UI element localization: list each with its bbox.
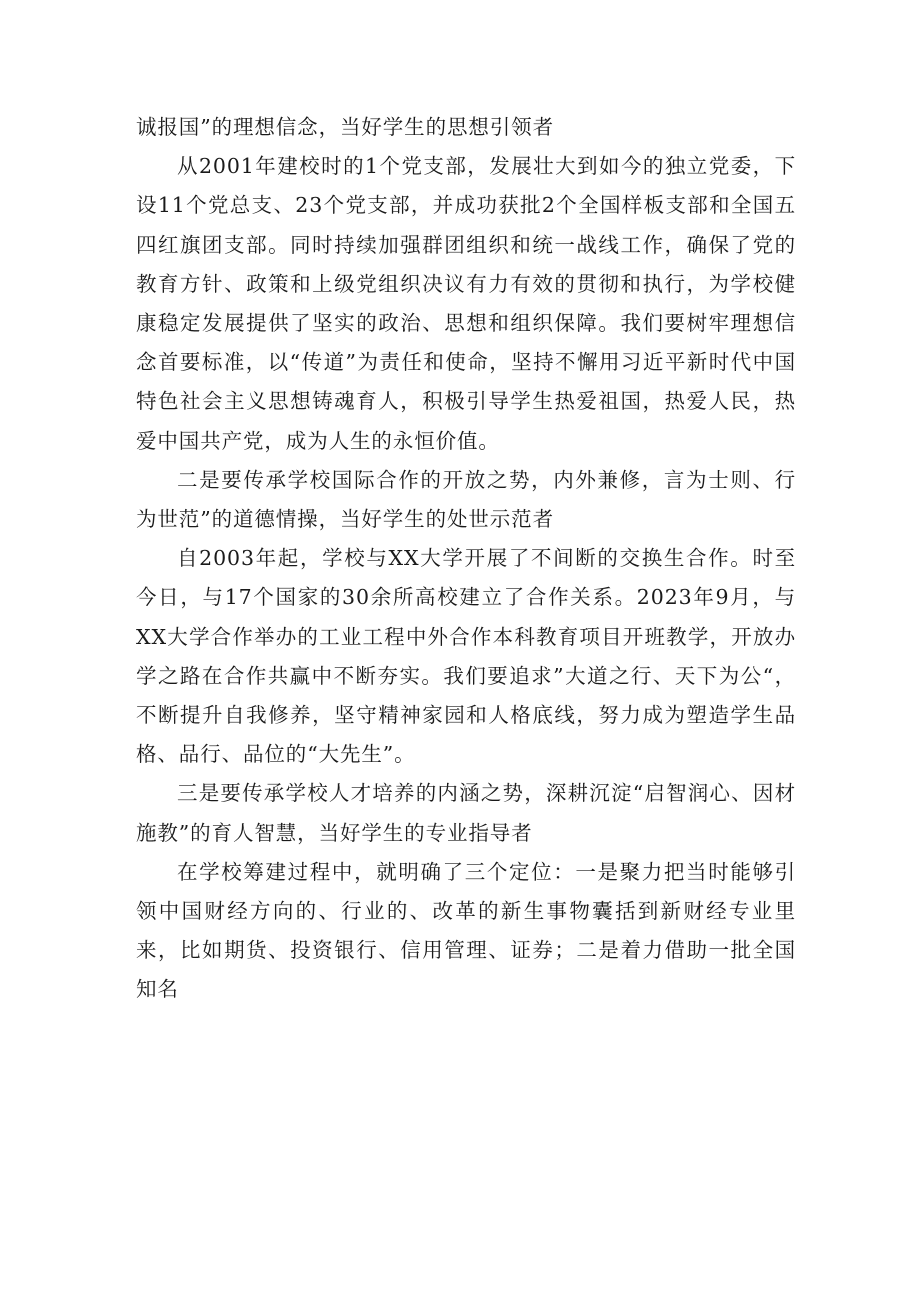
document-body bbox=[136, 108, 796, 1010]
section-heading-international-cooperation: 二是要传承学校国际合作的开放之势，内外兼修，言为士则、行为世范”的道德情操，当好学生的处世示范者 bbox=[136, 467, 796, 532]
paragraph-continuation: 诚报国”的理想信念，当好学生的思想引领者 bbox=[136, 115, 554, 139]
paragraph-school-positioning: 在学校筹建过程中，就明确了三个定位：一是聚力把当时能够引领中国财经方向的、行业的、改革的新生事物囊括到新财经专业里来，比如期货、投资银行、信用管理、证券；二是着力借助一批全国知名 bbox=[136, 859, 796, 1002]
paragraph-exchange-cooperation: 自2003年起，学校与XX大学开展了不间断的交换生合作。时至今日，与17个国家的30余所高校建立了合作关系。2023年9月，与XX大学合作举办的工业工程中外合作本科教育项目开班教学，开放办学之路在合作共赢中不断夯实。我们要追求”大道之行、天下为公“，不断提升自我修养，坚守精神家园和人格底线，努力成为塑造学生品格、品行、品位的“大先生”。 bbox=[136, 546, 796, 767]
paragraph-party-building: 从2001年建校时的1个党支部，发展壮大到如今的独立党委，下设11个党总支、23个党支部，并成功获批2个全国样板支部和全国五四红旗团支部。同时持续加强群团组织和统一战线工作，确保了党的教育方针、政策和上级党组织决议有力有效的贯彻和执行，为学校健康稳定发展提供了坚实的政治、思想和组织保障。我们要树牢理想信念首要标准，以“传道”为责任和使命，坚持不懈用习近平新时代中国特色社会主义思想铸魂育人，积极引导学生热爱祖国，热爱人民，热爱中国共产党，成为人生的永恒价值。 bbox=[136, 154, 796, 453]
section-heading-talent-cultivation: 三是要传承学校人才培养的内涵之势，深耕沉淀“启智润心、因材施教”的育人智慧，当好学生的专业指导者 bbox=[136, 781, 796, 845]
